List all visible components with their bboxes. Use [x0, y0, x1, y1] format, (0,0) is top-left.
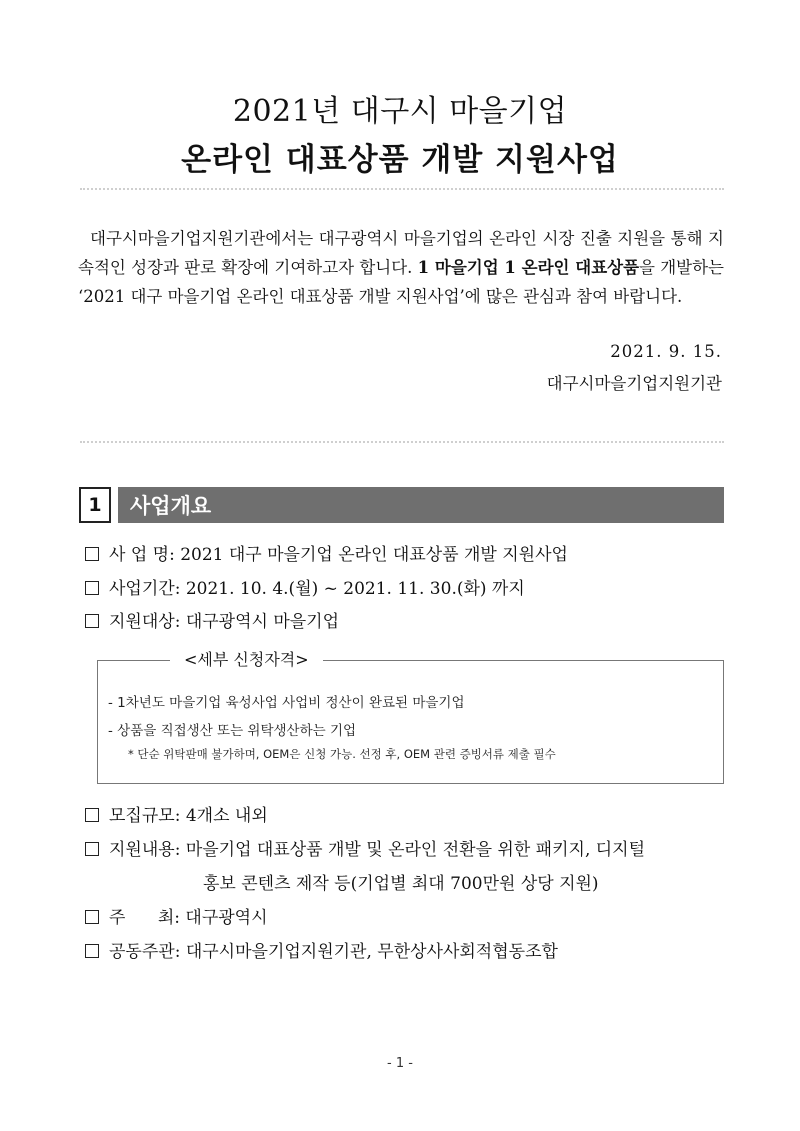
item-value: 4개소 내외 [185, 806, 268, 826]
item-project-period [85, 574, 525, 599]
dotted-divider-bottom [80, 441, 724, 443]
intro-text-part1: 대구시마을기업지원기관에서는 대구광역시 마을기업의 온라인 시장 진출 지원을 통해 지속적인 성장과 판로 확장에 기여하고자 합니다. [78, 229, 724, 277]
document-title-line1: 2021년 대구시 마을기업 [232, 94, 568, 129]
announcing-organization: 대구시마을기업지원기관 [546, 374, 722, 393]
checkbox-square-icon [85, 547, 99, 561]
checkbox-square-icon [85, 614, 99, 628]
dotted-divider-top [80, 188, 724, 190]
item-host [85, 903, 268, 928]
section-title-text: 사업개요 [130, 494, 212, 518]
checkbox-square-icon [85, 842, 99, 856]
item-value: 대구광역시 마을기업 [185, 612, 340, 632]
item-label: 지원내용: [109, 840, 181, 860]
item-label: 공동주관: [109, 942, 181, 962]
checkbox-square-icon [85, 581, 99, 595]
item-value: 마을기업 대표상품 개발 및 온라인 전환을 위한 패키지, 디지털 [185, 840, 646, 860]
item-label: 모집규모: [109, 806, 181, 826]
item-label: 지원대상: [109, 612, 181, 632]
checkbox-square-icon [85, 808, 99, 822]
item-value: 대구광역시 [185, 908, 268, 928]
checkbox-square-icon [85, 944, 99, 958]
item-project-name [85, 540, 568, 565]
intro-paragraph [78, 224, 724, 311]
item-value: 대구시마을기업지원기관, 무한상사사회적협동조합 [185, 942, 558, 962]
section-number: 1 [79, 487, 111, 523]
eligibility-line-2: - 상품을 직접생산 또는 위탁생산하는 기업 [108, 723, 357, 739]
item-support-target [85, 607, 339, 632]
item-recruit-scale [85, 801, 268, 826]
item-co-organizer [85, 937, 558, 962]
intro-text-bold: 1 마을기업 1 온라인 대표상품 [417, 258, 640, 277]
eligibility-detail-title: <세부 신청자격> [170, 647, 323, 670]
section-title [118, 487, 724, 523]
eligibility-line-1: - 1차년도 마을기업 육성사업 사업비 정산이 완료된 마을기업 [108, 695, 465, 711]
item-value: 2021. 10. 4.(월) ~ 2021. 11. 30.(화) 까지 [185, 579, 525, 599]
intro-text-part2: 을 개발하는 ‘2021 대구 마을기업 온라인 대표상품 개발 지원사업’에 많은 관심과 참여 바랍니다. [78, 258, 724, 306]
item-support-content-continued: 홍보 콘텐츠 제작 등(기업별 최대 700만원 상당 지원) [203, 874, 599, 894]
eligibility-note: * 단순 위탁판매 불가하며, OEM은 신청 가능. 선정 후, OEM 관련 증빙서류 제출 필수 [128, 747, 556, 761]
item-support-content [85, 835, 645, 860]
item-label: 주 최: [109, 908, 180, 928]
item-label: 사 업 명: [109, 545, 175, 565]
checkbox-square-icon [85, 910, 99, 924]
item-value: 2021 대구 마을기업 온라인 대표상품 개발 지원사업 [180, 545, 568, 565]
page-number: - 1 - [387, 1056, 413, 1071]
document-title-line2: 온라인 대표상품 개발 지원사업 [181, 142, 619, 178]
item-label: 사업기간: [109, 579, 181, 599]
announcement-date: 2021. 9. 15. [610, 342, 722, 361]
